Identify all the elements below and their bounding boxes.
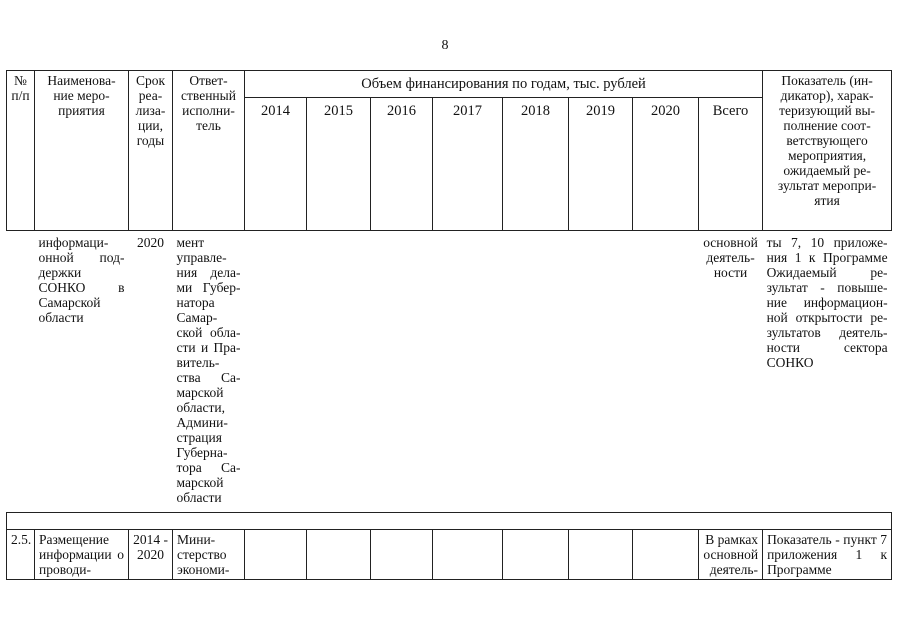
year-2014-header: 2014	[245, 98, 307, 231]
row-executor: мент управле-ния дела-ми Губер-натора Самар-ской обла-сти и Пра-витель-ства Са-марской области, Админи-страция Губерна-тора Са-марской области	[173, 231, 245, 513]
table-row	[7, 231, 892, 513]
row-2017	[433, 231, 503, 513]
year-2017-header: 2017	[433, 98, 503, 231]
col-funding-header: Объем финансирования по годам, тыс. рублей	[245, 71, 763, 98]
row-2015	[307, 530, 371, 580]
row-executor: Мини-стерство экономи-	[173, 530, 245, 580]
year-2020-header: 2020	[633, 98, 699, 231]
row-2014	[245, 231, 307, 513]
total-header: Всего	[699, 98, 763, 231]
row-name: Размещение информации о проводи-	[35, 530, 129, 580]
year-2016-header: 2016	[371, 98, 433, 231]
row-indicator: ты 7, 10 приложе-ния 1 к Программе Ожидаемый ре-зультат - повыше-ние информацион-ной открытости ре-зультатов деятель-ности сектора СОНКО	[763, 231, 892, 513]
row-term: 2020	[129, 231, 173, 513]
row-2020	[633, 231, 699, 513]
table-row	[7, 530, 892, 580]
col-indicator-header: Показатель (ин-дикатор), харак-теризующий вы-полнение соот-ветствующего мероприятия, ожидаемый ре-зультат меропри-ятия	[763, 71, 892, 231]
year-2019-header: 2019	[569, 98, 633, 231]
year-2015-header: 2015	[307, 98, 371, 231]
col-name-header: Наименова-ние меро-приятия	[35, 71, 129, 231]
row-2019	[569, 530, 633, 580]
row-indicator: Показатель - пункт 7 приложения 1 к Программе	[763, 530, 892, 580]
row-total: В рамках основной деятель-	[699, 530, 763, 580]
row-2017	[433, 530, 503, 580]
funding-table	[6, 70, 892, 580]
row-total: основной деятель-ности	[699, 231, 763, 513]
col-term-header: Срок реа-лиза-ции, годы	[129, 71, 173, 231]
row-2018	[503, 530, 569, 580]
col-exec-header: Ответ-ственный исполни-тель	[173, 71, 245, 231]
row-2016	[371, 530, 433, 580]
row-2020	[633, 530, 699, 580]
row-num: 2.5.	[7, 530, 35, 580]
row-2014	[245, 530, 307, 580]
row-term: 2014 - 2020	[129, 530, 173, 580]
page-number: 8	[441, 38, 449, 53]
row-name: информаци-онной под-держки СОНКО в Самарской области	[35, 231, 129, 513]
row-2018	[503, 231, 569, 513]
year-2018-header: 2018	[503, 98, 569, 231]
row-num	[7, 231, 35, 513]
row-2019	[569, 231, 633, 513]
col-num-header: № п/п	[7, 71, 35, 231]
row-2016	[371, 231, 433, 513]
table-header	[7, 71, 892, 231]
row-2015	[307, 231, 371, 513]
